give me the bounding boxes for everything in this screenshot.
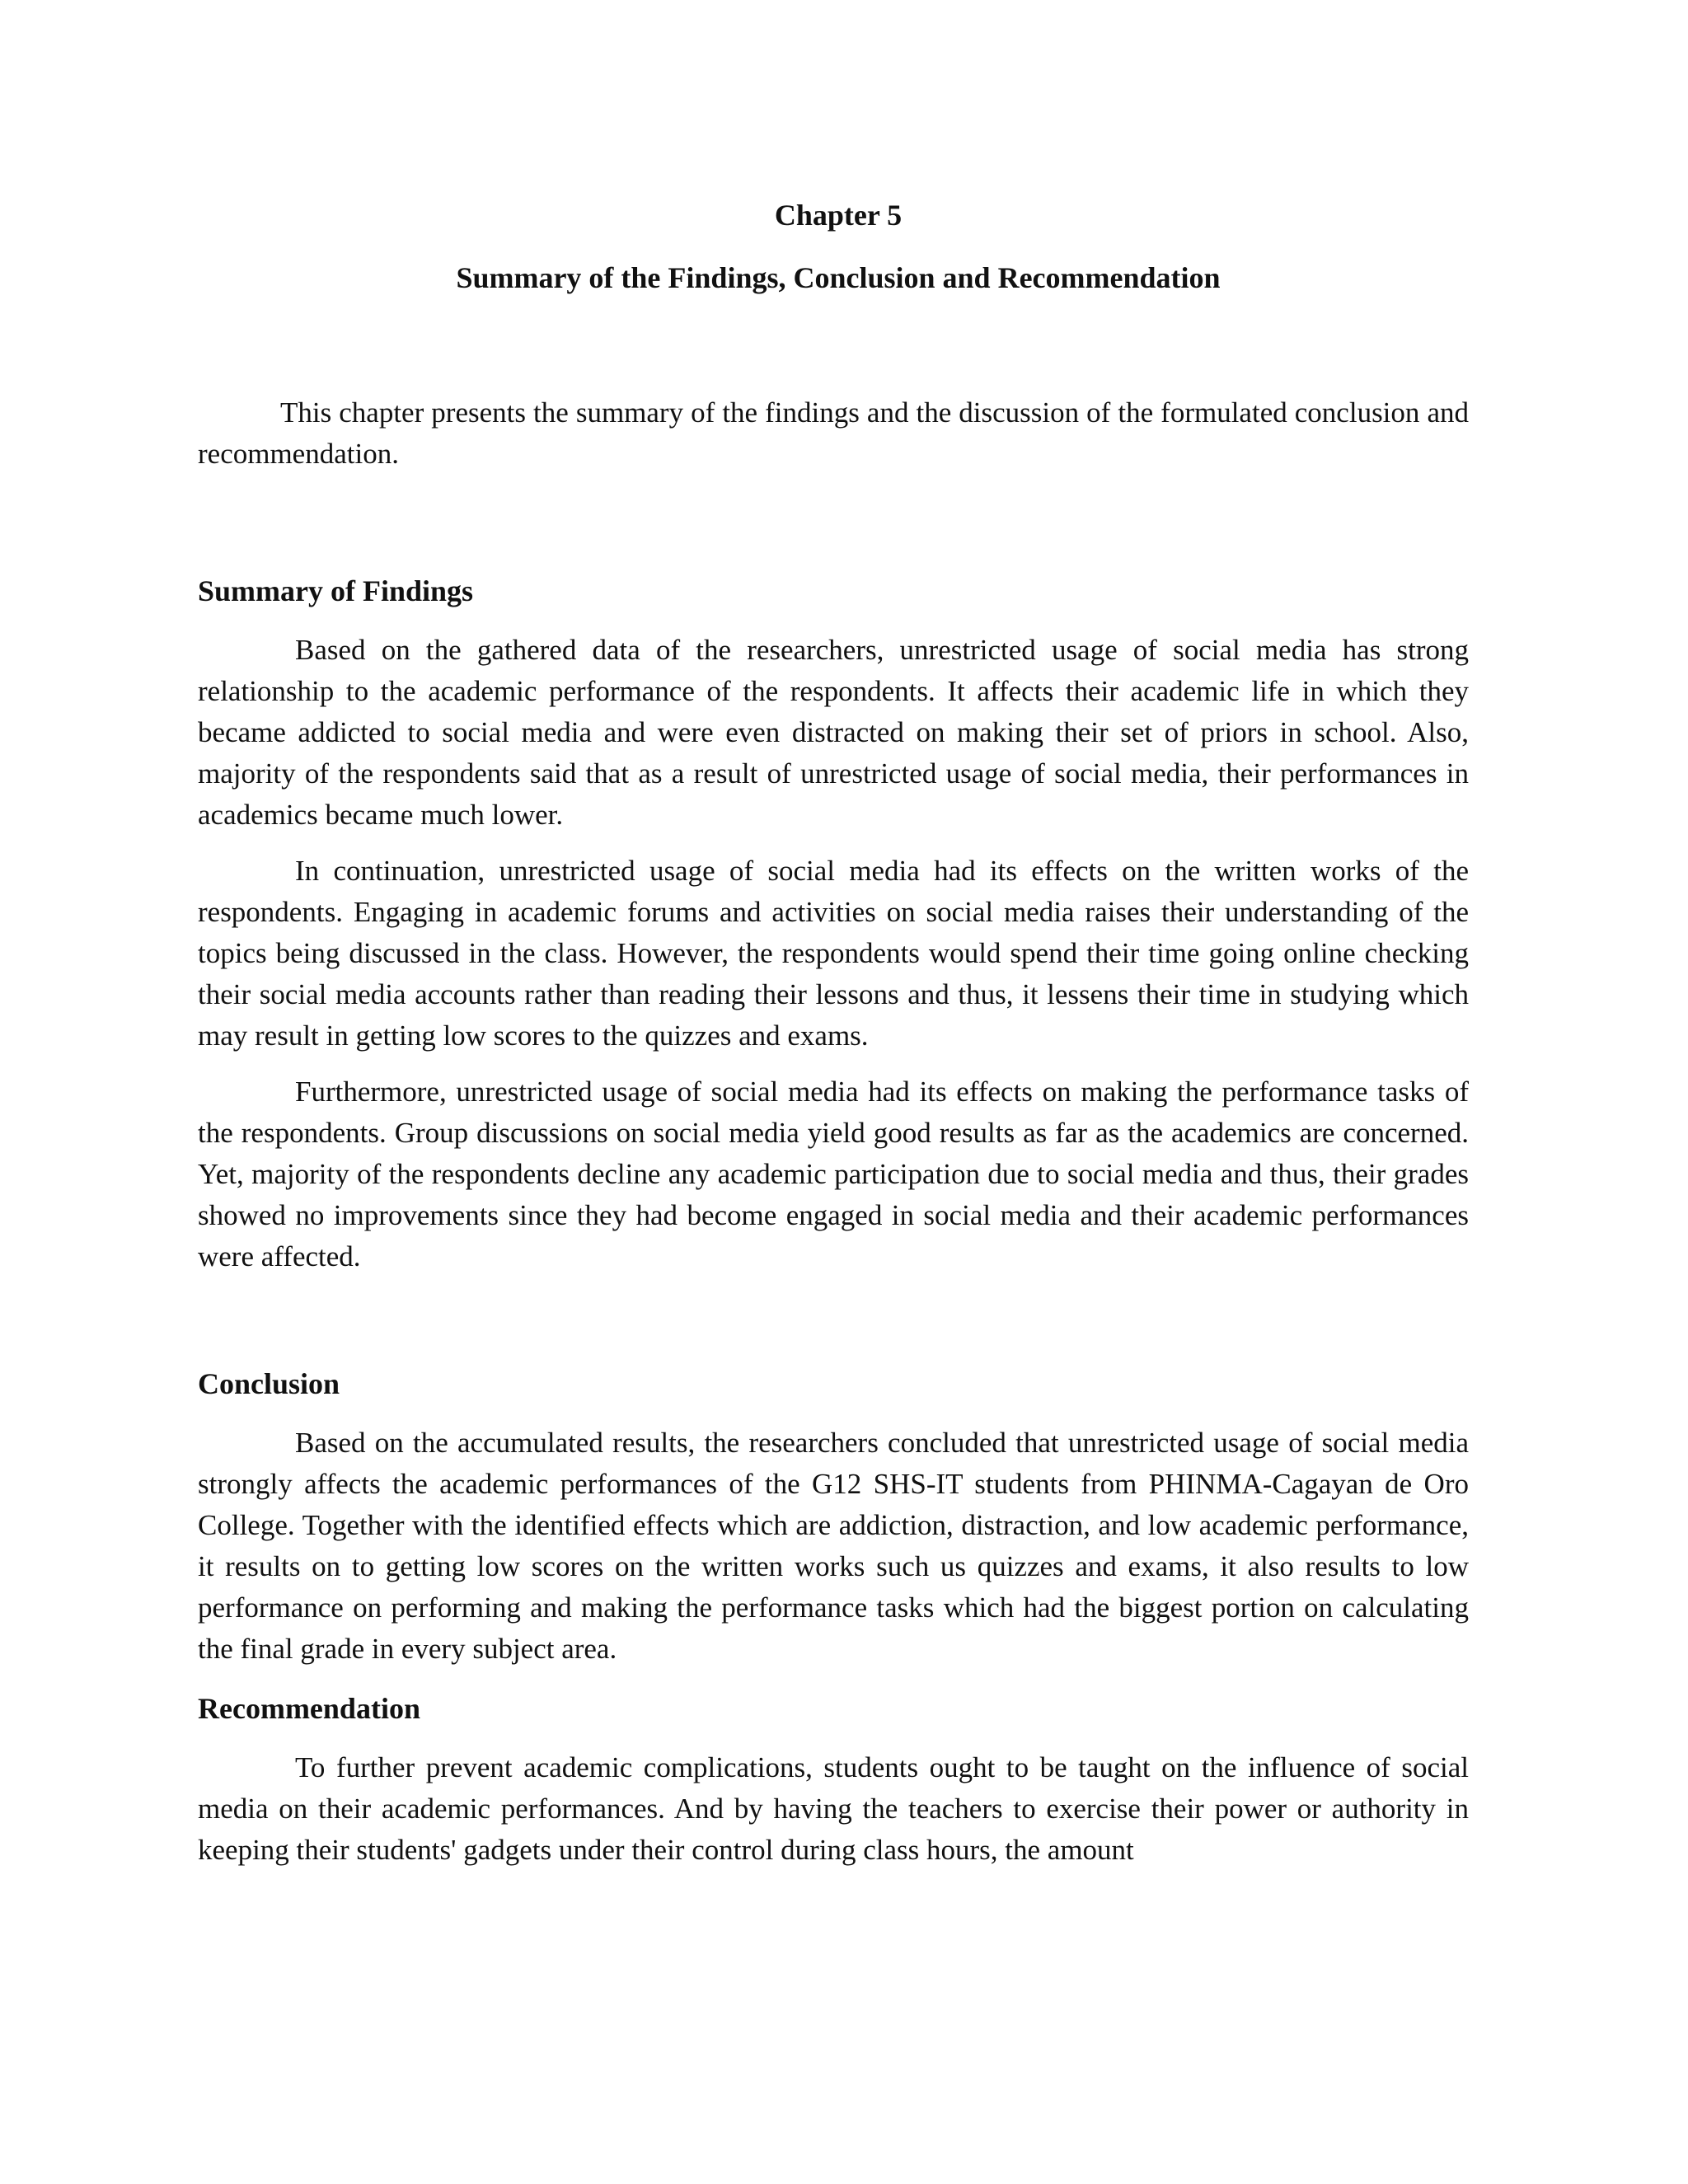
findings-section	[198, 570, 1469, 1277]
recommendation-heading: Recommendation	[198, 1692, 420, 1725]
page-content	[198, 194, 1469, 1871]
intro-section	[198, 392, 1469, 475]
findings-paragraph: In continuation, unrestricted usage of social media had its effects on the written works of the respondents. Engaging in academic forums and activities on social media raises their understanding of the topics being discussed in the class. However, the respondents would spend their time going online checking their social media accounts rather than reading their lessons and thus, it lessens their time in studying which may result in getting low scores to the quizzes and exams.	[198, 855, 1469, 1052]
findings-paragraph: Furthermore, unrestricted usage of social media had its effects on making the performance tasks of the respondents. Group discussions on social media yield good results as far as the academics are concerned. Yet, majority of the respondents decline any academic participation due to social media and thus, their grades showed no improvements since they had become engaged in social media and their academic performances were affected.	[198, 1076, 1469, 1272]
conclusion-section	[198, 1363, 1469, 1670]
conclusion-heading: Conclusion	[198, 1367, 340, 1400]
chapter-title: Chapter 5	[774, 199, 903, 232]
findings-paragraph: Based on the gathered data of the researchers, unrestricted usage of social media has strong relationship to the academic performance of the respondents. It affects their academic life in which they became addicted to social media and were even distracted on making their set of priors in school. Also, majority of the respondents said that as a result of unrestricted usage of social media, their performances in academics became much lower.	[198, 634, 1469, 831]
conclusion-paragraph: Based on the accumulated results, the researchers concluded that unrestricted usage of social media strongly affects the academic performances of the G12 SHS-IT students from PHINMA-Cagayan de Oro College. Together with the identified effects which are addiction, distraction, and low academic performance, it results on to getting low scores on the written works such us quizzes and exams, it also results to low performance on performing and making the performance tasks which had the biggest portion on calculating the final grade in every subject area.	[198, 1427, 1469, 1665]
recommendation-section	[198, 1688, 1469, 1871]
recommendation-paragraph: To further prevent academic complications, students ought to be taught on the influence of social media on their academic performances. And by having the teachers to exercise their power or authority in keeping their students' gadgets under their control during class hours, the amount	[198, 1751, 1469, 1866]
chapter-subtitle: Summary of the Findings, Conclusion and Recommendation	[456, 261, 1221, 294]
intro-paragraph: This chapter presents the summary of the findings and the discussion of the formulated conclusion and recommendation.	[198, 396, 1469, 470]
findings-heading: Summary of Findings	[198, 574, 474, 607]
